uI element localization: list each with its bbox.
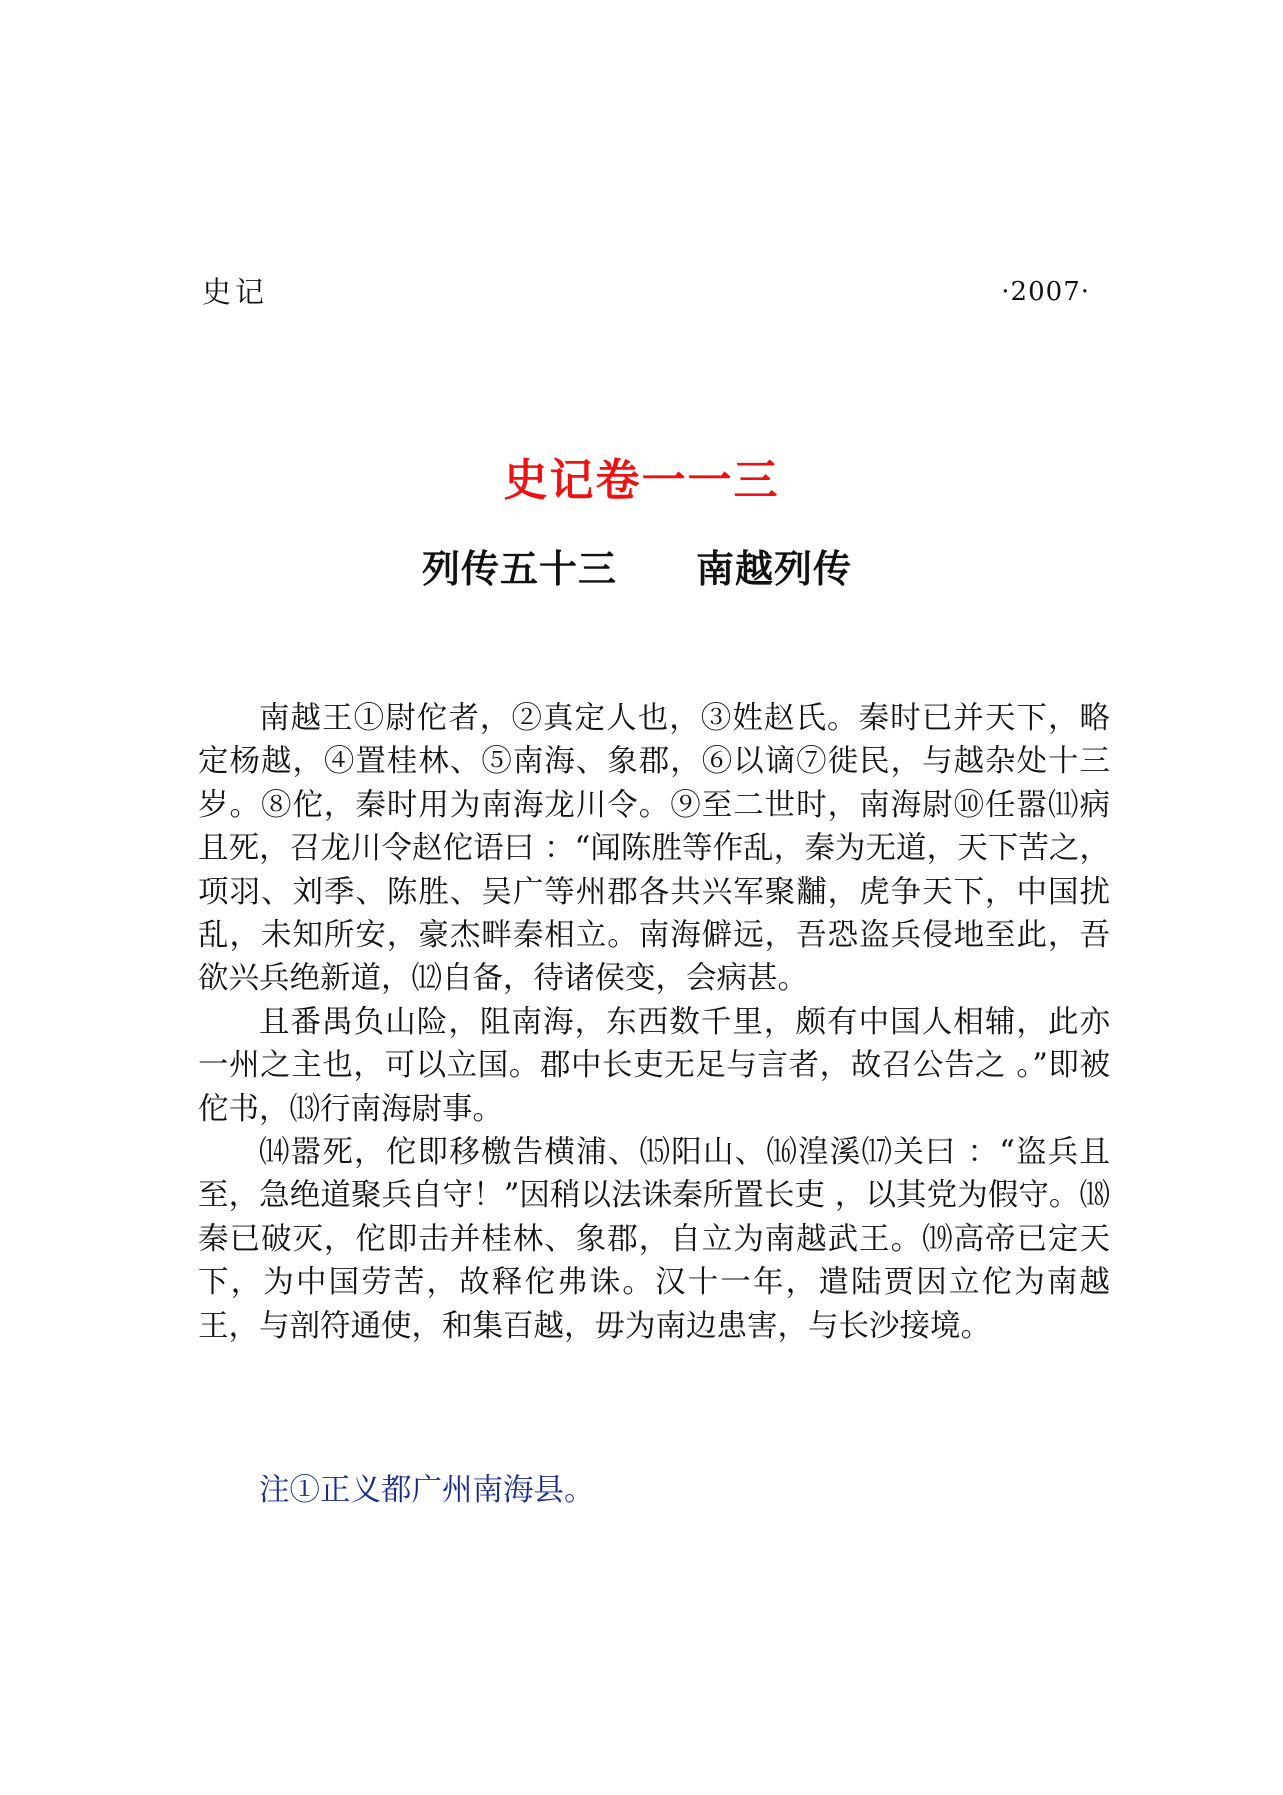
chapter-name: 南越列传 xyxy=(696,547,853,591)
page-number: ·2007· xyxy=(1001,277,1090,307)
body-text xyxy=(198,697,1110,1348)
running-header xyxy=(202,272,1090,312)
volume-title: 史记卷一一三 xyxy=(503,455,780,506)
paragraph-3: ⒁嚣死，佗即移檄告横浦、⒂阳山、⒃湟溪⒄关曰 ：“盗兵且至，急绝道聚兵自守！”因稍以法诛秦所置长吏 ，以其党为假守。⒅秦已破灭，佗即击并桂林、象郡，自立为南越武王。⒆高帝已定天下，为中国劳苦，故释佗弗诛。汉十一年，遣陆贾因立佗为南越王，与剖符通使，和集百越，毋为南边患害，与长沙接境。 xyxy=(198,1135,1110,1344)
chapter-number-label: 列传五十三 xyxy=(422,547,618,591)
paragraph-1: 南越王①尉佗者，②真定人也，③姓赵氏。秦时已并天下，略定杨越，④置桂林、⑤南海、象郡，⑥以谪⑦徙民，与越杂处十三岁。⑧佗，秦时用为南海龙川令。⑨至二世时，南海尉⑩任嚣⑾病且死，召龙川令赵佗语曰 ：“闻陈胜等作乱，秦为无道，天下苦之，项羽、刘季、陈胜、吴广等州郡各共兴军聚黼，虎争天下，中国扰乱，未知所安，豪杰畔秦相立。南海僻远，吾恐盗兵侵地至此，吾欲兴兵绝新道，⑿自备，待诸侯变，会病甚。 xyxy=(198,701,1110,997)
footnote: 注①正义都广州南海县。 xyxy=(259,1473,595,1508)
paragraph-2: 且番禺负山险，阻南海，东西数千里，颇有中国人相辅，此亦一州之主也，可以立国。郡中长吏无足与言者，故召公告之 。”即被佗书，⒀行南海尉事。 xyxy=(198,1004,1110,1127)
chapter-title xyxy=(0,543,1283,595)
book-name: 史记 xyxy=(202,275,269,309)
